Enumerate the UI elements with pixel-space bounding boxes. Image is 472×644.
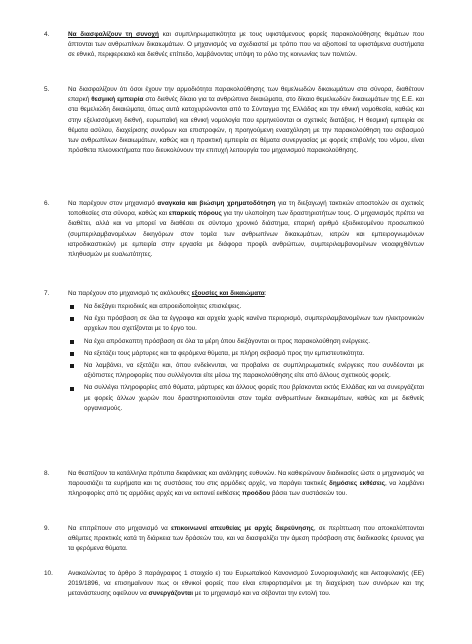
paragraph-number: 5. xyxy=(44,86,50,93)
paragraph-text xyxy=(68,569,424,600)
text-run: και συμπληρωματικότητα με τους υφιστάμενους φορείς παρακολούθησης θεμάτων που άπτονται των ανθρωπίνων δικαιωμάτων. Ο μηχανισμός να σχεδιαστεί με τρόπο που να αξιοποιεί τα υφιστάμενα συστήματα σε εθνικό, περιφερειακό και διεθνές επίπεδο, λαμβάνοντας υπόψη το ρόλο της κοινωνίας των πολιτών. xyxy=(68,31,424,59)
paragraph-text xyxy=(68,85,424,156)
bullet-item: Να λαμβάνει, να εξετάζει και, όπου ενδείκνυται, να προβαίνει σε συμπληρωματικές ενέργειες που συνδέονται με αξιόπιστες πληροφορίες που συλλέγονται είτε μέσω της παρακολούθησης είτε από άλλους σχετικούς φορείς. xyxy=(68,361,424,381)
emphasis-text: προόδου xyxy=(241,490,271,498)
paragraph-number: 8. xyxy=(44,470,50,477)
paragraph-text xyxy=(68,469,424,500)
text-run: Ανακαλώντας το άρθρο 3 παράγραφος 1 στοιχείο ε) του Ευρωπαϊκού Κανονισμού Συνοριοφυλακής και Ακτοφυλακής (ΕΕ) 2019/1896, να επισημαίνουν πως οι εθνικοί φορείς που είναι επιφορτισμένοι με τη διαχείριση των συνόρων και της μετανάστευσης οφείλουν να xyxy=(68,570,424,598)
text-run: Να διασφαλίζουν ότι όσοι έχουν την αρμοδιότητα παρακολούθησης των θεμελιωδών δικαιωμάτων στα σύνορα, διαθέτουν επαρκή xyxy=(68,86,424,104)
square-bullet-icon xyxy=(70,387,74,391)
square-bullet-icon xyxy=(70,364,74,368)
text-run: με το μηχανισμό και να σέβονται την εντολή του. xyxy=(193,590,331,598)
text-run: στο διεθνές δίκαιο για τα ανθρώπινα δικαιώματα, στο δίκαιο θεμελιωδών δικαιωμάτων της Ε.Ε. και στα θεμελιώδη δικαιώματα, όπως αυτά κατοχυρώνονται από το Σύνταγμα της Ελλάδας και την εθνική νομοθεσία, καθώς και στην εξελισσόμενη διεθνή, ευρωπαϊκή και εθνική νομολογία που ερμηνεύονται οι σχετικές διατάξεις. Η θεσμική εμπειρία σε θέματα ασύλου, διαχείρισης συνόρων και επιστροφών, η προηγούμενη ενασχόληση με την παρακολούθηση του σεβασμού των ανθρωπίνων δικαιωμάτων, καθώς και η πρακτική εμπειρία σε θέματα συνεργασίας με φορείς επιβολής του νόμου, είναι πρόσθετα πλεονεκτήματα που διευκολύνουν την επιτυχή λειτουργία του μηχανισμού παρακολούθησης. xyxy=(68,96,424,155)
emphasis-text: αναγκαία και βιώσιμη χρηματοδότηση xyxy=(157,200,276,207)
text-run: , σε περίπτωση που αποκαλύπτονται αθέμιτες πρακτικές κατά τη διάρκεια των δράσεών του, και να διασφαλίζει την άμεση πρόσβαση στις διαδικασίες έρευνας για τα φερόμενα θύματα. xyxy=(68,525,424,553)
bullet-item: Να διεξάγει περιοδικές και απροειδοποίητες επισκέψεις. xyxy=(68,302,424,312)
bullet-item: Να συλλέγει πληροφορίες από θύματα, μάρτυρες και άλλους φορείς που βρίσκονται εκτός Ελλάδας και να συνεργάζεται με φορείς άλλων χωρών που δραστηριοποιούνται στον τομέα ανθρωπίνων δικαιωμάτων, καθώς και με διεθνείς οργανισμούς. xyxy=(68,383,424,414)
text-run: Να παρέχουν στο μηχανισμό τις ακόλουθες xyxy=(68,290,192,297)
emphasis-text: συνεργάζονται xyxy=(148,590,194,598)
square-bullet-icon xyxy=(70,317,74,321)
square-bullet-icon xyxy=(70,340,74,344)
text-run: βάσει των συστάσεών του. xyxy=(270,490,348,498)
paragraph-number: 10. xyxy=(44,570,53,577)
text-run: Να παρέχουν στον μηχανισμό xyxy=(68,200,158,207)
emphasis-text: θεσμική εμπειρία xyxy=(91,96,144,104)
emphasis-text: επαρκείς πόρους xyxy=(168,210,222,218)
square-bullet-icon xyxy=(70,305,74,309)
paragraph-text xyxy=(68,199,424,260)
text-run: για τη διεξαγωγή τακτικών αποστολών σε σχετικές τοποθεσίες στα σύνορα, καθώς και xyxy=(68,200,425,218)
text-run: για την υλοποίηση των δραστηριοτήτων τους. Ο μηχανισμός πρέπει να διαθέτει, αλλά και να μπορεί να διαθέσει σε σύντομο χρονικό διάστημα, επαρκή αριθμό εξειδικευμένου προσωπικού (συμπεριλαμβανομένων δικηγόρων στον τομέα των ανθρωπίνων δικαιωμάτων, ιατρών και εμπειρογνωμόνων ιατροδικαστικών) με εμπειρία στην εργασία με διάφορα προφίλ ανθρώπων, συμπεριλαμβανομένων νεοαφιχθέντων πληθυσμών με ευαλωτότητες. xyxy=(68,210,424,259)
bullet-item: Να εξετάζει τους μάρτυρες και τα φερόμενα θύματα, με πλήρη σεβασμό προς την εμπιστευτικότητα. xyxy=(68,349,424,359)
emphasis-text: εξουσίες και δικαιώματα xyxy=(191,290,265,297)
text-run: Να επιτρέπουν στο μηχανισμό να xyxy=(68,525,171,532)
paragraph-number: 9. xyxy=(44,525,50,532)
paragraph-text xyxy=(68,289,424,299)
paragraph-number: 4. xyxy=(44,31,50,38)
square-bullet-icon xyxy=(70,352,74,356)
emphasis-text: δημόσιες εκθέσεις xyxy=(329,480,385,488)
emphasis-text: Να διασφαλίζουν τη συνοχή xyxy=(68,31,159,38)
text-run: : xyxy=(264,290,267,297)
paragraph-number: 7. xyxy=(44,290,50,297)
paragraph-text xyxy=(68,524,424,555)
paragraph-number: 6. xyxy=(44,200,50,207)
rights-bullet-list xyxy=(68,302,424,414)
bullet-item: Να έχει πρόσβαση σε όλα τα έγγραφα και αρχεία χωρίς κανένα περιορισμό, συμπεριλαμβανομένων των ηλεκτρονικών αρχείων που σχετίζονται με το έργο του. xyxy=(68,314,424,334)
bullet-item: Να έχει απρόσκοπτη πρόσβαση σε όλα τα μέρη όπου διεξάγονται οι προς παρακολούθηση ενέργειες. xyxy=(68,337,424,347)
emphasis-text: επικοινωνεί απευθείας με αρχές διερεύνησης xyxy=(170,525,314,532)
text-run: Να θεσπίζουν τα κατάλληλα πρότυπα διαφάνειας και ανάληψης ευθυνών. Να καθιερώνουν διαδικασίες ώστε ο μηχανισμός να παρουσιάζει τα ευρήματα και τις συστάσεις του στις αρμόδιες αρχές, να παράγει τακτικές xyxy=(68,470,424,488)
paragraph-text xyxy=(68,30,424,61)
text-run: , να λαμβάνει πληροφορίες από τις αρμόδιες αρχές και να εκπονεί εκθέσεις xyxy=(68,480,424,498)
